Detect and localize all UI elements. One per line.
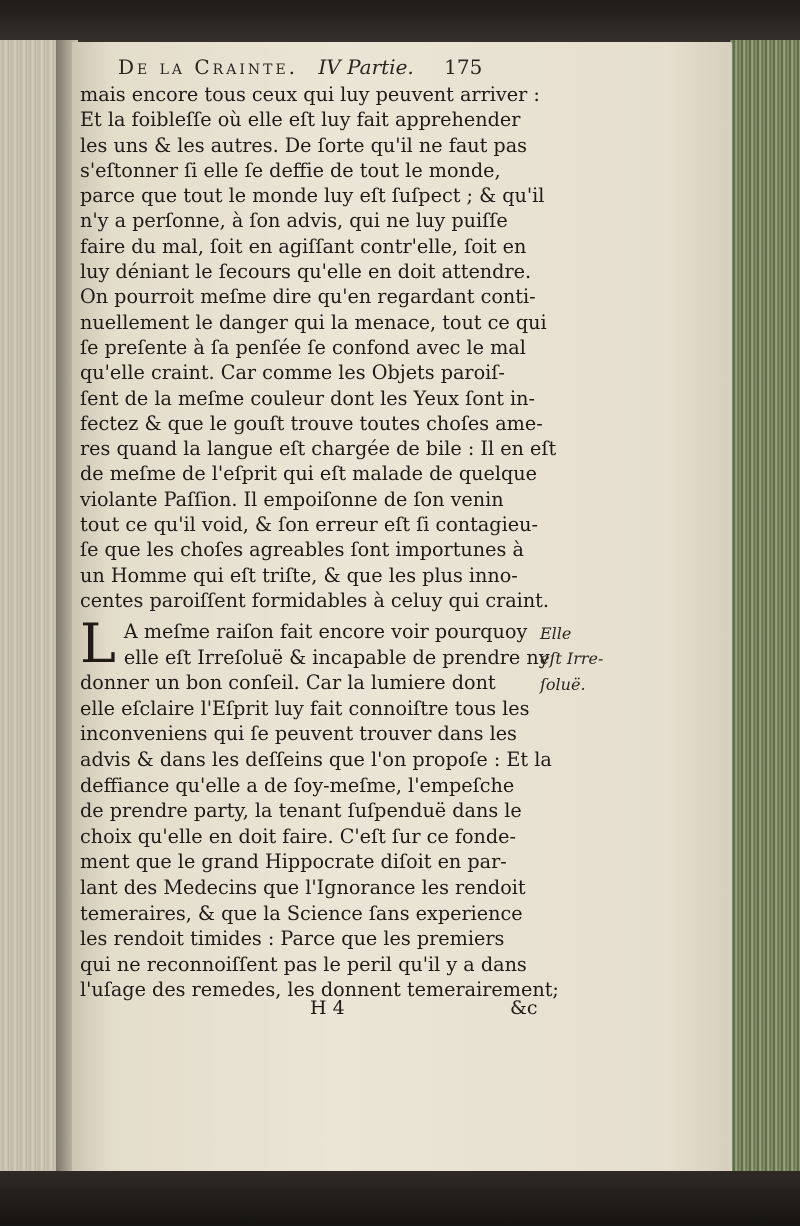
text-line: de prendre party, la tenant ſuſpenduë dans le xyxy=(80,799,522,823)
text-line: violante Paſſion. Il empoiſonne de ſon venin xyxy=(80,487,504,511)
text-line: temeraires, & que la Science ſans experience xyxy=(80,901,523,925)
text-line: ment que le grand Hippocrate diſoit en par- xyxy=(80,850,507,874)
text-line: On pourroit meſme dire qu'en regardant conti- xyxy=(80,285,536,309)
text-line: fectez & que le gouſt trouve toutes choſes ame- xyxy=(80,411,543,435)
text-line: deffiance qu'elle a de ſoy-meſme, l'empeſche xyxy=(80,773,515,797)
paragraph-2 xyxy=(80,612,559,1003)
text-line: parce que tout le monde luy eſt ſuſpect ; & qu'il xyxy=(80,184,545,208)
text-line: res quand la langue eſt chargée de bile : Il en eſt xyxy=(80,437,557,461)
text-line: n'y a perſonne, à ſon advis, qui ne luy puiſſe xyxy=(80,209,508,233)
text-line: ſent de la meſme couleur dont les Yeux ſont in- xyxy=(80,386,535,410)
page-number: 175 xyxy=(444,55,483,79)
text-line: ſe preſente à ſa penſée ſe confond avec le mal xyxy=(80,335,526,359)
catchword: &c xyxy=(510,997,538,1019)
text-line: les uns & les autres. De ſorte qu'il ne faut pas xyxy=(80,133,527,157)
text-line: donner un bon conſeil. Car la lumiere dont xyxy=(80,671,496,695)
text-line: advis & dans les deſſeins que l'on propoſe : Et la xyxy=(80,747,552,771)
running-head-part: IV Partie. xyxy=(318,55,414,79)
text-line: ſe que les choſes agreables ſont importunes à xyxy=(80,538,524,562)
text-line: luy déniant le ſecours qu'elle en doit attendre. xyxy=(80,260,532,284)
text-line: l'uſage des remedes, les donnent temerairement; xyxy=(80,978,559,1002)
text-line: lant des Medecins que l'Ignorance les rendoit xyxy=(80,875,526,899)
text-line: faire du mal, ſoit en agiſſant contr'elle, ſoit en xyxy=(80,234,527,258)
text-line: Et la foibleſſe où elle eſt luy fait apprehender xyxy=(80,108,521,132)
margin-note-line: ſoluë. xyxy=(540,674,586,694)
right-page-edges xyxy=(730,40,800,1190)
text-line: qu'elle craint. Car comme les Objets paroiſ- xyxy=(80,361,505,385)
backdrop-bottom xyxy=(0,1171,800,1226)
text-line: qui ne reconnoiſſent pas le peril qu'il y a dans xyxy=(80,952,527,976)
text-line: inconveniens qui ſe peuvent trouver dans les xyxy=(80,722,517,746)
text-line: elle eſt Irreſoluë & incapable de prendre ny xyxy=(123,645,550,669)
text-line: elle eſclaire l'Eſprit luy fait connoiſtre tous les xyxy=(80,696,530,720)
text-line: mais encore tous ceux qui luy peuvent arriver : xyxy=(80,83,540,106)
text-line: tout ce qu'il void, & ſon erreur eſt ſi contagieu- xyxy=(80,513,538,537)
text-line: de meſme de l'eſprit qui eſt malade de quelque xyxy=(80,462,537,486)
text-line: un Homme qui eſt triſte, & que les plus inno- xyxy=(80,563,518,587)
margin-note-line: eſt Irre- xyxy=(540,649,604,669)
margin-note-line: Elle xyxy=(540,624,572,643)
text-line: A meſme raiſon fait encore voir pourquoy xyxy=(123,620,528,643)
running-head-title: De la Crainte. xyxy=(118,55,299,79)
text-line: les rendoit timides : Parce que les premiers xyxy=(80,927,505,951)
margin-note xyxy=(540,622,620,698)
signature-mark: H 4 xyxy=(310,997,345,1019)
text-line: centes paroiſſent formidables à celuy qui craint. xyxy=(80,588,549,612)
paragraph-1 xyxy=(80,82,557,613)
drop-cap: L xyxy=(80,612,116,675)
text-line: choix qu'elle en doit faire. C'eſt ſur ce fonde- xyxy=(80,824,516,848)
text-line: s'eſtonner ſi elle ſe deffie de tout le monde, xyxy=(80,158,501,182)
text-line: nuellement le danger qui la menace, tout ce qui xyxy=(80,310,547,334)
